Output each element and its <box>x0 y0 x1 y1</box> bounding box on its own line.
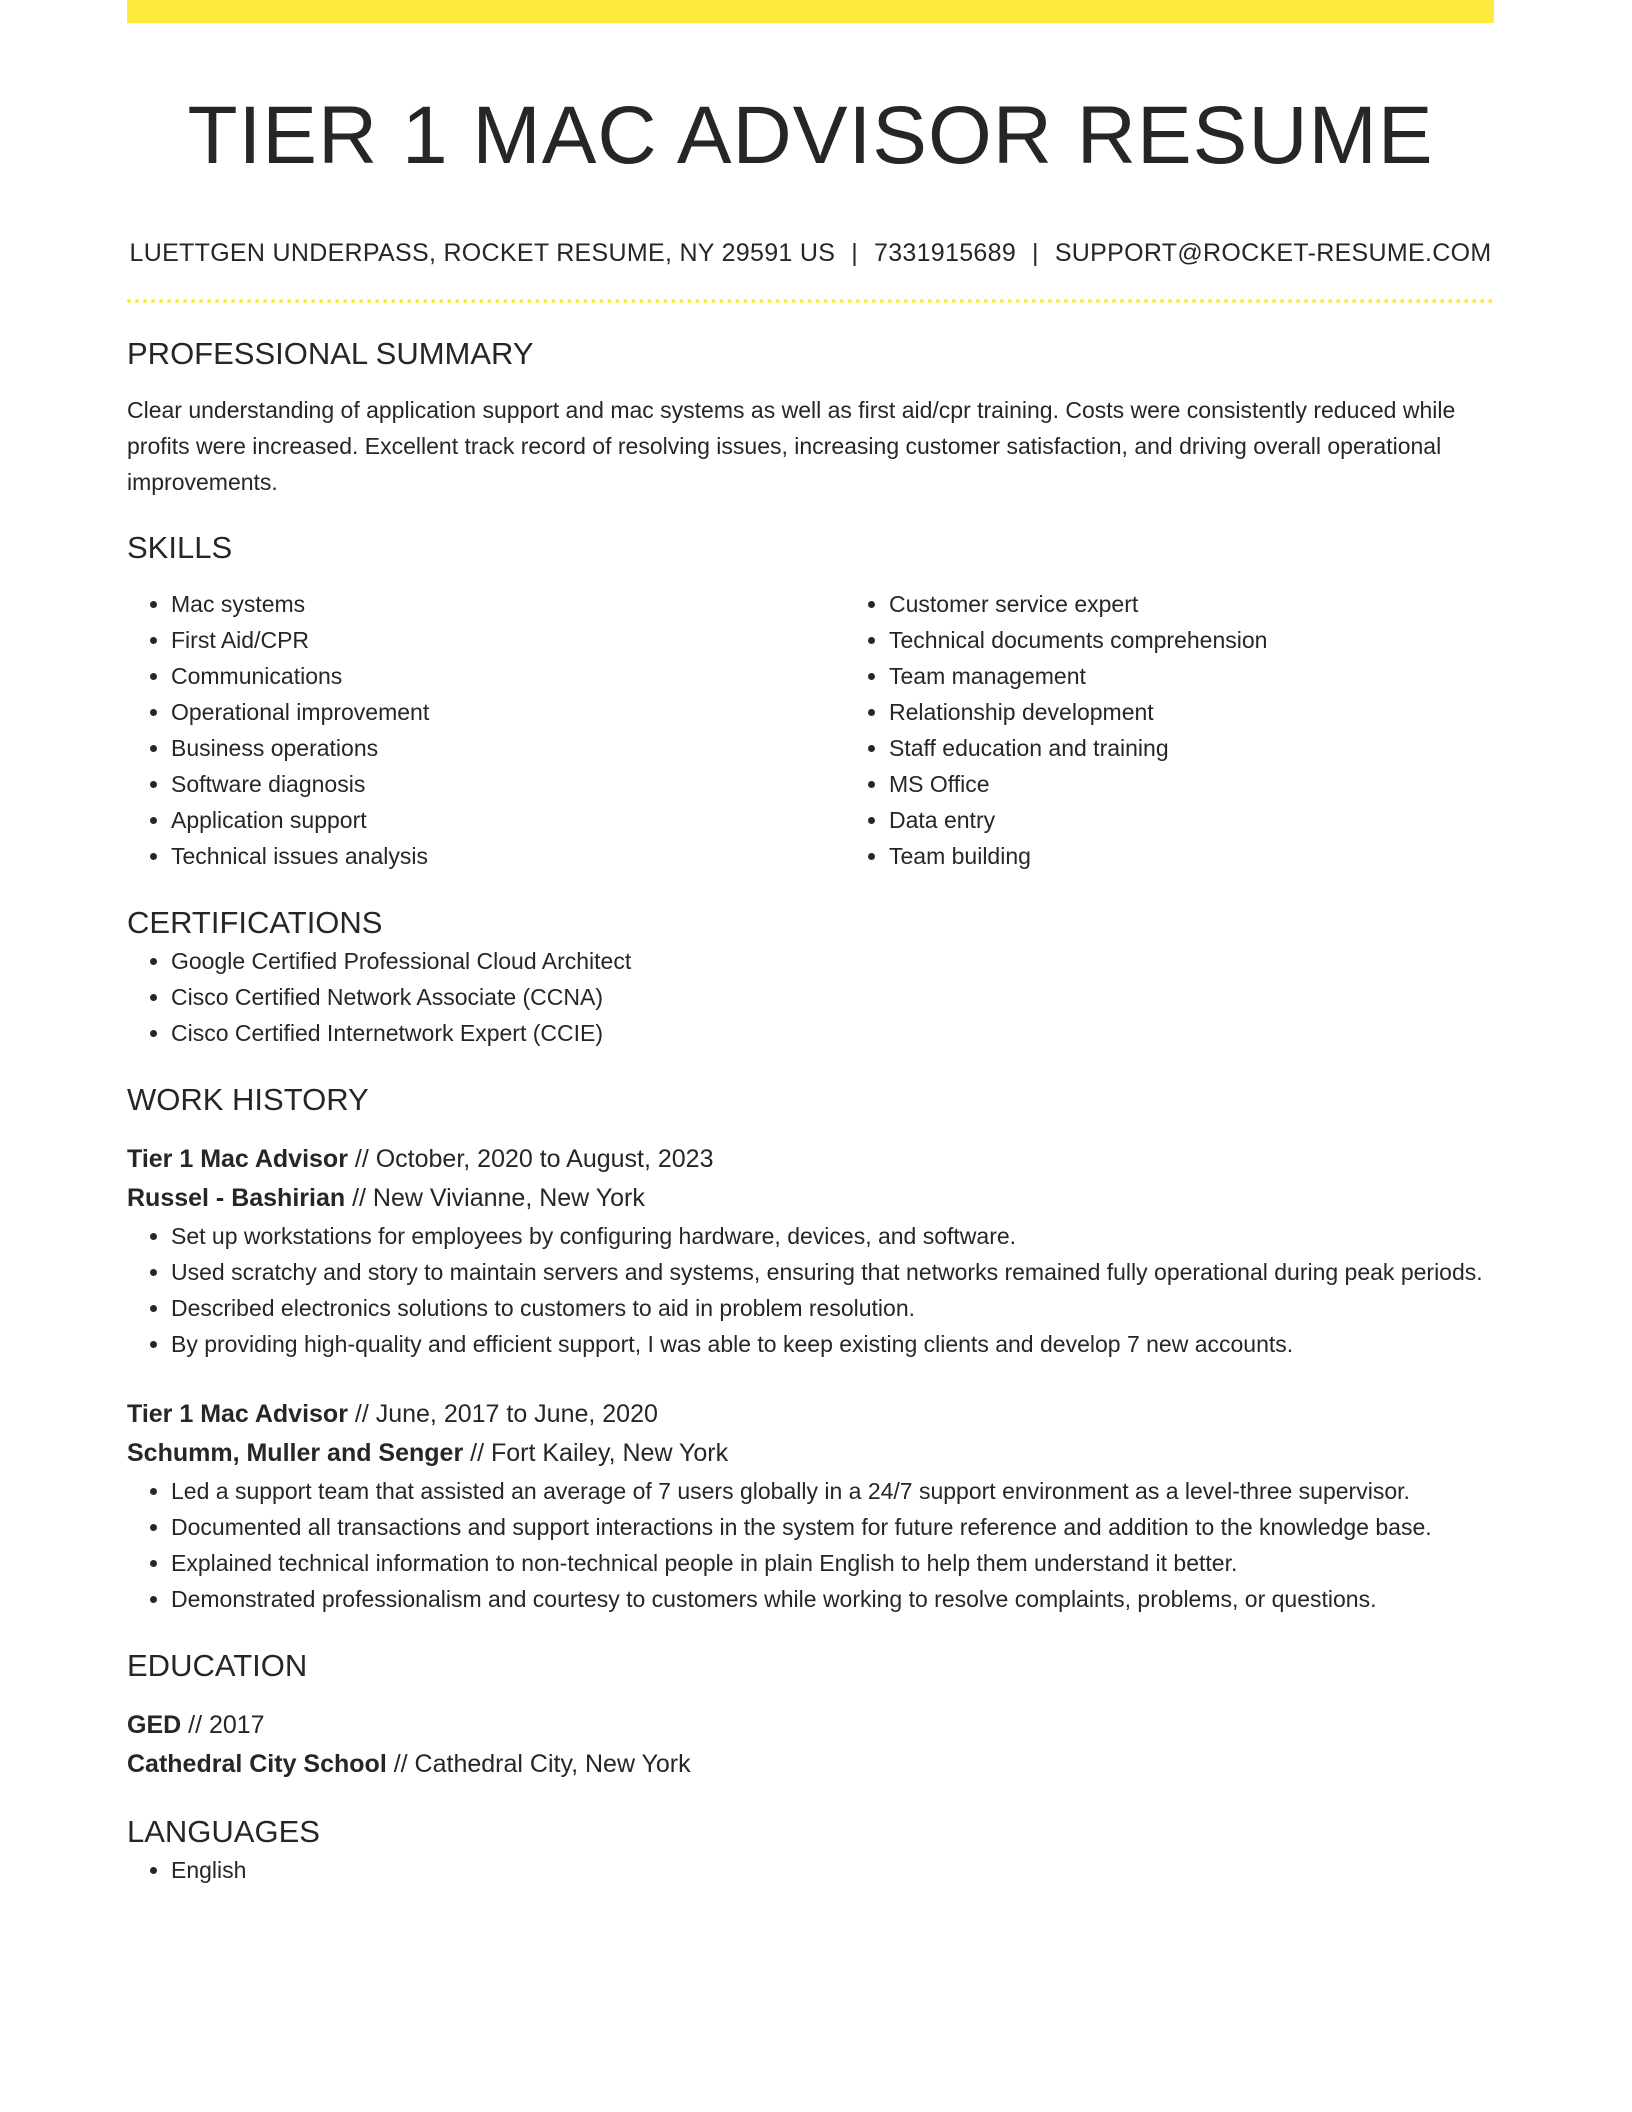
job-location: // Fort Kailey, New York <box>463 1439 729 1467</box>
education-degree-line <box>127 1706 1494 1745</box>
job-title-line <box>127 1395 1494 1434</box>
education-school: Cathedral City School <box>127 1750 387 1778</box>
job-bullet: • Explained technical information to non-technical people in plain English to help them understand it better. <box>171 1545 1494 1581</box>
job-bullet: • Led a support team that assisted an average of 7 users globally in a 24/7 support environment as a level-three supervisor. <box>171 1473 1494 1509</box>
header-divider <box>127 299 1494 303</box>
skill-item: • Operational improvement <box>171 694 845 730</box>
certification-item: • Cisco Certified Network Associate (CCNA) <box>171 979 1494 1015</box>
education-school-line <box>127 1745 1494 1784</box>
section-heading-skills: SKILLS <box>127 530 233 565</box>
contact-separator: | <box>1032 239 1039 267</box>
summary-text: Clear understanding of application support and mac systems as well as first aid/cpr training. Costs were consistently reduced while profits were increased. Excellent track record of resolving issues, increasing customer satisfaction, and driving overall operational improvements. <box>127 397 1456 495</box>
job-location: // New Vivianne, New York <box>345 1184 645 1212</box>
job-entry <box>127 1395 1494 1617</box>
skill-item: • Technical documents comprehension <box>889 622 1563 658</box>
education-degree: GED <box>127 1711 182 1739</box>
skill-item: • Software diagnosis <box>171 766 845 802</box>
top-accent-bar <box>127 0 1494 23</box>
job-title: Tier 1 Mac Advisor <box>127 1400 348 1428</box>
skill-item: • First Aid/CPR <box>171 622 845 658</box>
job-title-line <box>127 1140 1494 1179</box>
job-dates: // June, 2017 to June, 2020 <box>347 1400 658 1428</box>
section-heading-certifications: CERTIFICATIONS <box>127 905 383 940</box>
resume-title: TIER 1 MAC ADVISOR RESUME <box>187 90 1434 181</box>
contact-address: LUETTGEN UNDERPASS, ROCKET RESUME, NY 29591 US <box>129 239 836 267</box>
job-bullet: • Demonstrated professionalism and courtesy to customers while working to resolve complaints, problems, or questions. <box>171 1581 1494 1617</box>
contact-email: SUPPORT@ROCKET-RESUME.COM <box>1054 239 1492 267</box>
job-bullet: • Set up workstations for employees by configuring hardware, devices, and software. <box>171 1218 1494 1254</box>
contact-separator: | <box>851 239 858 267</box>
language-item: • English <box>171 1852 1494 1888</box>
education-year: // 2017 <box>181 1711 265 1739</box>
job-bullets <box>127 1218 1494 1362</box>
job-dates: // October, 2020 to August, 2023 <box>347 1145 714 1173</box>
skills-list-left <box>127 586 845 874</box>
job-title: Tier 1 Mac Advisor <box>127 1145 348 1173</box>
skills-list-right <box>845 586 1563 874</box>
job-bullet: • Documented all transactions and support interactions in the system for future reference and addition to the knowledge base. <box>171 1509 1494 1545</box>
job-bullet: • Described electronics solutions to customers to aid in problem resolution. <box>171 1290 1494 1326</box>
skill-item: • Mac systems <box>171 586 845 622</box>
certification-item: • Google Certified Professional Cloud Architect <box>171 943 1494 979</box>
job-entry <box>127 1140 1494 1362</box>
certification-item: • Cisco Certified Internetwork Expert (CCIE) <box>171 1015 1494 1051</box>
resume-page <box>127 0 1494 1888</box>
section-heading-summary: PROFESSIONAL SUMMARY <box>127 336 534 371</box>
skill-item: • Customer service expert <box>889 586 1563 622</box>
skills-columns <box>127 586 1494 874</box>
skill-item: • Relationship development <box>889 694 1563 730</box>
skill-item: • Communications <box>171 658 845 694</box>
job-company: Schumm, Muller and Senger <box>127 1439 464 1467</box>
education-entry <box>127 1706 1494 1784</box>
certifications-list <box>127 943 1494 1051</box>
skill-item: • Team management <box>889 658 1563 694</box>
languages-list <box>127 1852 1494 1888</box>
skill-item: • MS Office <box>889 766 1563 802</box>
skill-item: • Application support <box>171 802 845 838</box>
section-heading-languages: LANGUAGES <box>127 1814 320 1849</box>
skill-item: • Technical issues analysis <box>171 838 845 874</box>
contact-phone: 7331915689 <box>873 239 1017 267</box>
skill-item: • Data entry <box>889 802 1563 838</box>
job-bullets <box>127 1473 1494 1617</box>
job-bullet: • By providing high-quality and efficient support, I was able to keep existing clients and develop 7 new accounts. <box>171 1326 1494 1362</box>
job-company-line <box>127 1434 1494 1473</box>
job-company: Russel - Bashirian <box>127 1184 346 1212</box>
section-heading-work-history: WORK HISTORY <box>127 1082 369 1117</box>
section-heading-education: EDUCATION <box>127 1648 308 1683</box>
job-company-line <box>127 1179 1494 1218</box>
skill-item: • Business operations <box>171 730 845 766</box>
skill-item: • Team building <box>889 838 1563 874</box>
job-bullet: • Used scratchy and story to maintain servers and systems, ensuring that networks remained fully operational during peak periods. <box>171 1254 1494 1290</box>
skill-item: • Staff education and training <box>889 730 1563 766</box>
contact-line <box>127 236 1494 270</box>
education-location: // Cathedral City, New York <box>386 1750 691 1778</box>
